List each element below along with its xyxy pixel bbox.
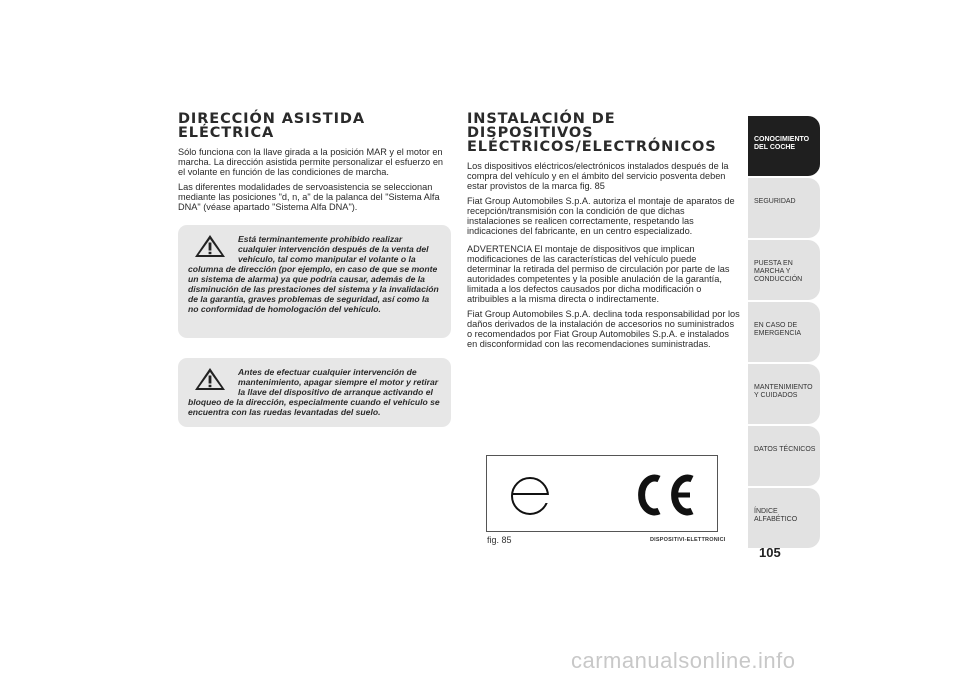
warning-triangle-icon xyxy=(194,234,226,258)
paragraph: Los dispositivos eléctricos/electrónicos instalados después de la compra del vehículo y en el ámbito del servicio posventa deben estar provistos de la marca fig. 85 xyxy=(467,161,729,191)
figure-85 xyxy=(486,455,718,532)
tab-label: MANTENIMIENTO Y CUIDADOS xyxy=(754,384,813,399)
tab-seguridad[interactable] xyxy=(748,178,820,238)
figure-caption: fig. 85 xyxy=(487,535,512,545)
ce-mark-symbol xyxy=(642,478,692,512)
tab-en-caso-de-emergencia[interactable] xyxy=(748,302,820,362)
tab-puesta-en-marcha[interactable] xyxy=(748,240,820,300)
warning-box xyxy=(178,225,451,338)
chapter-tabs xyxy=(748,116,820,550)
warning-triangle-icon xyxy=(194,367,226,391)
tab-datos-tecnicos[interactable] xyxy=(748,426,820,486)
paragraph: Fiat Group Automobiles S.p.A. autoriza el montaje de aparatos de recepción/transmisión con la condición de que dichas instalaciones se realicen correctamente, respetando las indicaciones del fabricante, en un centro especializado. xyxy=(467,196,735,236)
tab-label: PUESTA EN MARCHA Y CONDUCCIÓN xyxy=(754,260,803,283)
paragraph: ADVERTENCIA El montaje de dispositivos que implican modificaciones de las características del vehículo puede determinar la retirada del permiso de circulación por parte de las autoridades competentes y la posible anulación de la garantía, limitada a los defectos causados por dicha modificación o atribuibles a la misma directa o indirectamente. xyxy=(467,244,730,304)
section-heading-devices: INSTALACIÓN DE DISPOSITIVOS ELÉCTRICOS/ELECTRÓNICOS xyxy=(467,111,717,155)
tab-label: SEGURIDAD xyxy=(754,198,796,205)
tab-label: ÍNDICE ALFABÉTICO xyxy=(754,508,798,523)
tab-indice-alfabetico[interactable] xyxy=(748,488,820,548)
paragraph: Las diferentes modalidades de servoasistencia se seleccionan mediante las posiciones "d, n, a" de la palanca del "Sistema Alfa DNA" (véase apartado "Sistema Alfa DNA"). xyxy=(178,182,440,212)
e-mark-symbol xyxy=(512,478,550,514)
tab-label: EN CASO DE EMERGENCIA xyxy=(754,322,802,337)
warning-text: Está terminantemente prohibido realizar cualquier intervención después de la venta del vehículo, tal como manipular el volante o la columna de dirección (por ejemplo, en caso de que se monte un sistema de alarma) ya que podría causar, además de la disminución de las prestaciones del sistema y la invalidación de la garantía, graves problemas de seguridad, así como la no conformidad de homologación del vehículo. xyxy=(188,234,439,314)
section-heading-steering: DIRECCIÓN ASISTIDA ELÉCTRICA xyxy=(178,111,365,141)
tab-conocimiento-del-coche[interactable] xyxy=(748,116,820,176)
tab-label: CONOCIMIENTO DEL COCHE xyxy=(754,136,810,151)
watermark: carmanualsonline.info xyxy=(571,648,796,673)
warning-text: Antes de efectuar cualquier intervención de mantenimiento, apagar siempre el motor y retirar la llave del dispositivo de arranque activando el bloqueo de la dirección, especialmente cuando el vehículo se encuentra con las ruedas levantadas del suelo. xyxy=(188,367,440,417)
tab-label: DATOS TÉCNICOS xyxy=(754,446,816,453)
steering-section xyxy=(178,112,451,427)
paragraph: Sólo funciona con la llave girada a la posición MAR y el motor en marcha. La dirección asistida permite personalizar el esfuerzo en el volante en función de las condiciones de marcha. xyxy=(178,147,444,177)
page-number: 105 xyxy=(759,545,781,560)
paragraph: Fiat Group Automobiles S.p.A. declina toda responsabilidad por los daños derivados de la instalación de accesorios no suministrados o recomendados por Fiat Group Automobiles S.p.A. e instalados en disconformidad con las recomendaciones suministradas. xyxy=(467,309,740,349)
warning-box xyxy=(178,358,451,427)
tab-mantenimiento[interactable] xyxy=(748,364,820,424)
figure-symbols xyxy=(487,456,717,531)
devices-section xyxy=(467,112,740,354)
figure-code: DISPOSITIVI-ELETTRONICI xyxy=(650,537,726,543)
